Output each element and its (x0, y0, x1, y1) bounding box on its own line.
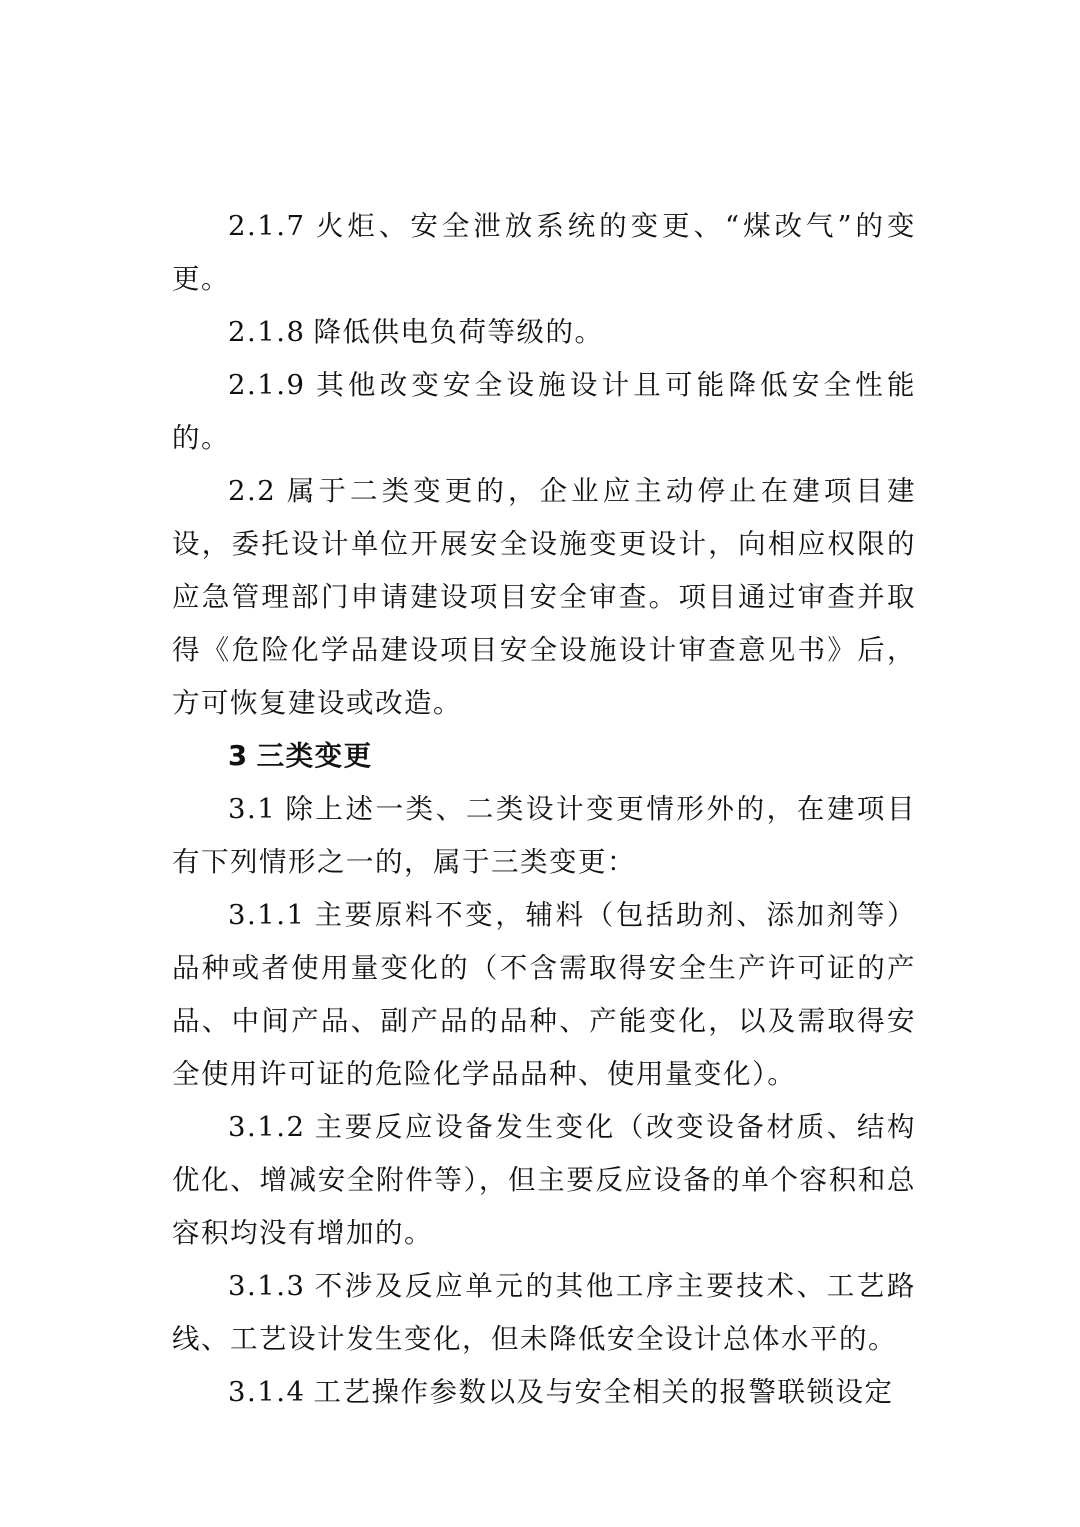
clause-text: 不涉及反应单元的其他工序主要技术、工艺路线、工艺设计发生变化，但未降低安全设计总体水平的。 (172, 1270, 916, 1355)
paragraph-2-1-8 (172, 306, 916, 359)
section-heading-3 (172, 730, 916, 783)
clause-text: 主要原料不变，辅料（包括助剂、添加剂等）品种或者使用量变化的（不含需取得安全生产许可证的产品、中间产品、副产品的品种、产能变化，以及需取得安全使用许可证的危险化学品品种、使用量变化）。 (172, 899, 916, 1090)
paragraph-3-1-1 (172, 889, 916, 1101)
clause-number: 2.1.8 (228, 316, 306, 348)
clause-number: 2.2 (228, 475, 277, 507)
clause-text: 主要反应设备发生变化（改变设备材质、结构优化、增减安全附件等），但主要反应设备的单个容积和总容积均没有增加的。 (172, 1111, 916, 1249)
paragraph-3-1-2 (172, 1101, 916, 1260)
clause-number: 3.1.2 (228, 1111, 306, 1143)
section-title: 三类变更 (256, 740, 373, 772)
clause-number: 3.1.4 (228, 1376, 306, 1408)
clause-text: 火炬、安全泄放系统的变更、“煤改气”的变更。 (172, 210, 916, 295)
clause-number: 2.1.7 (228, 210, 306, 242)
clause-number: 3.1 (228, 793, 277, 825)
clause-number: 3.1.3 (228, 1270, 306, 1302)
clause-text: 属于二类变更的，企业应主动停止在建项目建设，委托设计单位开展安全设施变更设计，向相应权限的应急管理部门申请建设项目安全审查。项目通过审查并取得《危险化学品建设项目安全设施设计审查意见书》后，方可恢复建设或改造。 (172, 475, 916, 719)
paragraph-2-1-9 (172, 359, 916, 465)
clause-text: 工艺操作参数以及与安全相关的报警联锁设定 (313, 1376, 894, 1408)
paragraph-3-1-4 (172, 1366, 916, 1419)
clause-text: 除上述一类、二类设计变更情形外的，在建项目有下列情形之一的，属于三类变更： (172, 793, 916, 878)
paragraph-3-1-3 (172, 1260, 916, 1366)
clause-number: 3.1.1 (228, 899, 306, 931)
paragraph-2-1-7 (172, 200, 916, 306)
clause-text: 其他改变安全设施设计且可能降低安全性能的。 (172, 369, 916, 454)
clause-text: 降低供电负荷等级的。 (313, 316, 604, 348)
section-number: 3 (228, 740, 249, 772)
paragraph-3-1 (172, 783, 916, 889)
document-page (172, 200, 916, 1419)
paragraph-2-2 (172, 465, 916, 730)
clause-number: 2.1.9 (228, 369, 306, 401)
